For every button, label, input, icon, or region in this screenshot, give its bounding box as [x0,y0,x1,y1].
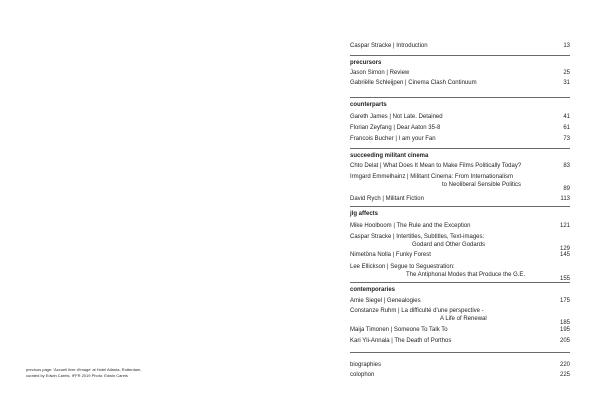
photo-credit-line-1: previous page: 'Accueil livre d'image' at Hotel Atlanta, Rotterdam, [26,367,142,372]
toc-entry[interactable] [350,263,570,283]
entry-title: Caspar Stracke | Intertitles, Subtitles, Text-images: [350,234,485,240]
toc-entry[interactable] [350,233,570,253]
entry-title: Gareth James | Not Late. Detained [350,114,443,120]
entry-page: 205 [559,338,570,344]
entry-page: 185 [559,320,570,326]
entry-title: Lee Ellickson | Segue to Seguestration: [350,264,455,270]
entry-page: 89 [563,186,570,192]
section-divider [350,352,570,353]
entry-page: 31 [563,80,570,86]
entry-title: Caspar Stracke | Introduction [350,43,428,49]
entry-page: 113 [560,196,570,202]
section-divider [350,55,570,56]
entry-title: Francois Bucher | I am your Fan [350,136,436,142]
entry-page: 83 [563,163,570,169]
entry-title: Constanze Ruhm | La difficulté d'une perspective - [350,308,484,314]
entry-title: Mike Hoolboom | The Rule and the Exception [350,223,471,229]
entry-title: Florian Zeyfang | Dear Aaton 35-8 [350,125,441,131]
entry-title: Maija Timonen | Someone To Talk To [350,327,448,333]
entry-page: 145 [559,252,570,258]
entry-title: Nimetöna Nolla | Funky Forest [350,252,431,258]
entry-page: 195 [559,327,570,333]
entry-page: 175 [559,298,570,304]
section-divider [350,148,570,149]
section-heading-contemporaries: contemporaries [350,287,396,293]
entry-page: 155 [559,276,570,282]
entry-title-continued: to Neoliberal Sensible Politics [442,182,522,188]
section-divider [350,282,570,283]
entry-title: Gabriëlle Schleijpen | Cinema Clash Continuum [350,80,477,86]
section-heading-counterparts: counterparts [350,102,387,108]
entry-title-continued: Godard and Other Godards [412,242,486,248]
entry-page: 25 [563,70,570,76]
entry-title: Kari Yli-Annala | The Death of Porthos [350,338,452,344]
entry-title: colophon [350,372,375,378]
entry-title: Chto Delat | What Does It Mean to Make Films Politically Today? [350,163,522,169]
section-heading-precursors: precursors [350,60,382,66]
entry-page: 13 [563,43,570,49]
section-heading-succeeding-militant-cinema: succeeding militant cinema [350,153,429,159]
section-divider [350,206,570,207]
entry-page: 41 [563,114,570,120]
entry-title: Irmgard Emmelhainz | Militant Cinema: From Internationalism [350,174,513,180]
entry-page: 129 [559,246,570,252]
entry-title: Jason Simon | Review [350,70,410,76]
entry-title: biographies [350,362,382,368]
entry-title-continued: A Life of Renewal [440,316,487,322]
entry-title: David Rych | Militant Fiction [350,196,424,202]
toc-entry[interactable] [350,307,570,327]
photo-credit-line-2: curated by Edwin Carels, IFFR 2019 Photo: Edwin Carels [26,373,128,378]
entry-title-continued: The Antiphonal Modes that Produce the G.E. [406,272,526,278]
toc-entry[interactable] [350,173,570,193]
entry-page: 61 [563,125,570,131]
entry-page: 225 [559,372,570,378]
section-divider [350,97,570,98]
entry-title: Amie Siegel | Genealogies [350,298,421,304]
entry-page: 73 [563,136,570,142]
section-heading-jlg-affects: jlg affects [350,211,379,217]
entry-page: 121 [559,223,570,229]
entry-page: 220 [559,362,570,368]
